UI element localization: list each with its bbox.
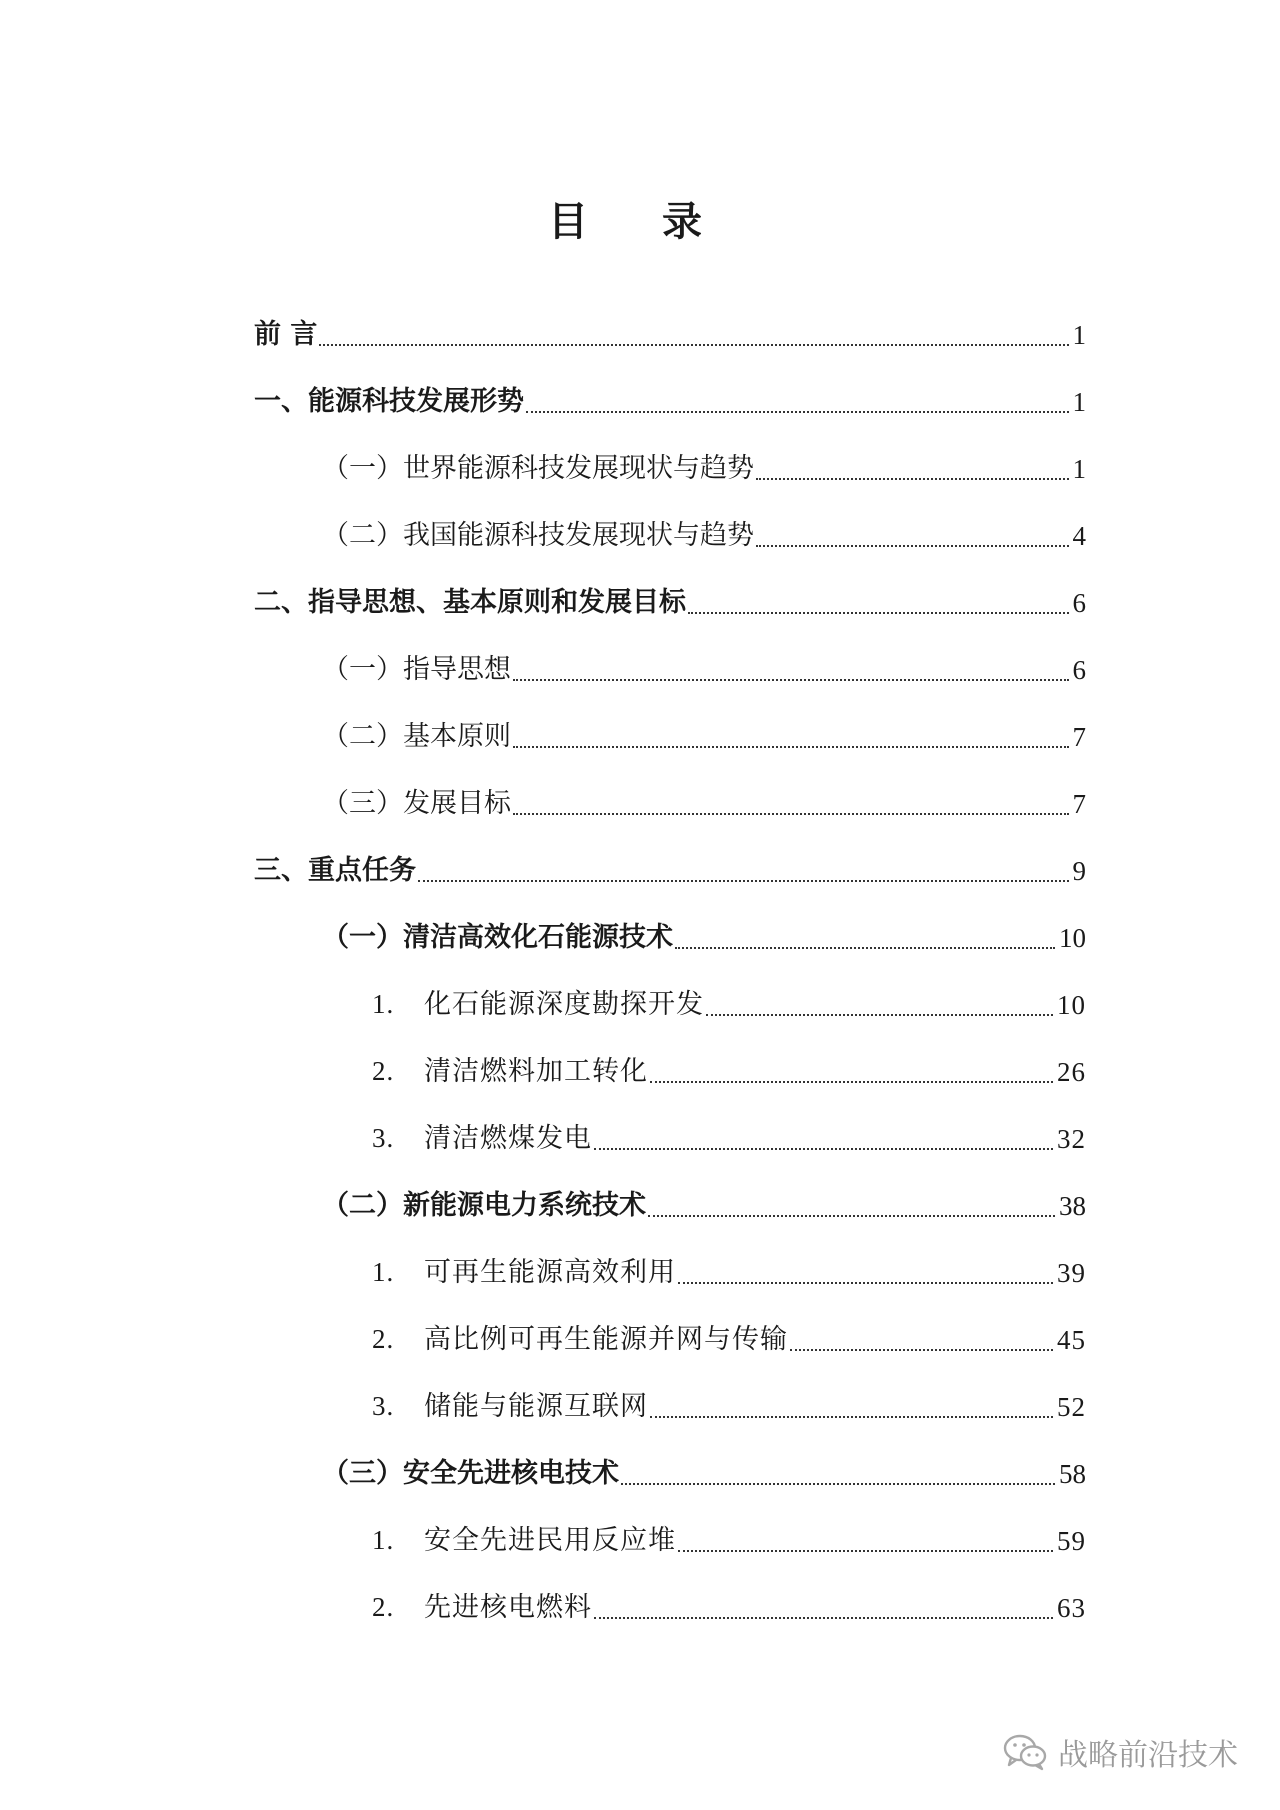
toc-entry-page: 7 (1072, 789, 1086, 819)
toc-entry-label (372, 1252, 676, 1293)
dot-leader (650, 1081, 1053, 1083)
toc-entry-number: 1. (372, 1525, 395, 1555)
toc-entry-page: 10 (1059, 923, 1086, 953)
toc-entry-page: 52 (1057, 1392, 1086, 1422)
toc-entry[interactable] (372, 1119, 1086, 1159)
toc-entry[interactable] (372, 1521, 1086, 1561)
toc-entry-label (372, 1118, 592, 1159)
page-title: 目 录 (548, 199, 732, 245)
toc-entry-page: 32 (1057, 1124, 1086, 1154)
toc-entry[interactable] (322, 516, 1086, 556)
toc-entry[interactable] (322, 1186, 1086, 1226)
dot-leader (594, 1617, 1053, 1619)
toc-entry[interactable] (322, 1454, 1086, 1494)
toc-entry[interactable] (254, 851, 1086, 891)
toc-entry-label: （二）我国能源科技发展现状与趋势 (322, 520, 754, 551)
toc-entry-label: （三）安全先进核电技术 (322, 1458, 619, 1489)
toc-entry-number: 3. (372, 1391, 395, 1421)
toc-entry-page: 7 (1072, 722, 1086, 752)
toc-entry-text: 清洁燃料加工转化 (424, 1056, 648, 1087)
toc-entry-text: 先进核电燃料 (424, 1592, 592, 1623)
dot-leader (513, 813, 1069, 815)
toc-entry-page: 1 (1072, 320, 1086, 350)
toc-entry-label: （二）基本原则 (322, 721, 511, 752)
toc-entry[interactable] (372, 985, 1086, 1025)
toc-entry[interactable] (254, 583, 1086, 623)
dot-leader (513, 746, 1069, 748)
toc-entry-number: 2. (372, 1324, 395, 1354)
dot-leader (678, 1282, 1053, 1284)
toc-entry-text: 储能与能源互联网 (424, 1391, 648, 1422)
toc-entry[interactable] (254, 315, 1086, 355)
toc-entry-label (372, 1386, 648, 1427)
toc-entry-number: 2. (372, 1592, 395, 1622)
dot-leader (706, 1014, 1053, 1016)
toc-entry[interactable] (372, 1320, 1086, 1360)
toc-entry-page: 58 (1059, 1459, 1086, 1489)
dot-leader (526, 411, 1069, 413)
toc-entry[interactable] (372, 1588, 1086, 1628)
toc-entry-page: 26 (1057, 1057, 1086, 1087)
toc-entry-page: 45 (1057, 1325, 1086, 1355)
toc-entry-label: （二）新能源电力系统技术 (322, 1190, 646, 1221)
toc-entry-label (372, 1520, 676, 1561)
toc-entry-label (372, 1587, 592, 1628)
toc-entry-page: 6 (1072, 655, 1086, 685)
dot-leader (648, 1215, 1055, 1217)
toc-entry[interactable] (372, 1387, 1086, 1427)
toc-entry-text: 安全先进民用反应堆 (424, 1525, 676, 1556)
toc-entry-page: 1 (1072, 454, 1086, 484)
dot-leader (756, 545, 1069, 547)
dot-leader (513, 679, 1069, 681)
toc-entry-page: 39 (1057, 1258, 1086, 1288)
toc-entry-number: 1. (372, 1257, 395, 1287)
toc-entry[interactable] (322, 650, 1086, 690)
toc-entry-label: 三、重点任务 (254, 855, 416, 886)
toc-entry-number: 2. (372, 1056, 395, 1086)
toc-entry-number: 1. (372, 989, 395, 1019)
dot-leader (790, 1349, 1053, 1351)
toc-entry[interactable] (322, 449, 1086, 489)
toc-entry-page: 6 (1072, 588, 1086, 618)
watermark-text: 战略前沿技术 (1058, 1738, 1238, 1773)
toc-entry-page: 4 (1072, 521, 1086, 551)
toc-entry-label (372, 1051, 648, 1092)
toc-entry-page: 1 (1072, 387, 1086, 417)
dot-leader (621, 1483, 1055, 1485)
toc-entry[interactable] (322, 918, 1086, 958)
toc-entry-label (372, 1319, 788, 1360)
watermark (1002, 1730, 1238, 1774)
toc-entry-label: 前 言 (254, 319, 318, 350)
toc-entry-label: （一）世界能源科技发展现状与趋势 (322, 453, 754, 484)
dot-leader (688, 612, 1069, 614)
toc-entry-label: （一）指导思想 (322, 654, 511, 685)
toc-entry[interactable] (254, 382, 1086, 422)
toc-entry-page: 63 (1057, 1593, 1086, 1623)
dot-leader (756, 478, 1069, 480)
toc-entry-text: 高比例可再生能源并网与传输 (424, 1324, 788, 1355)
toc-entry-label: 二、指导思想、基本原则和发展目标 (254, 587, 686, 618)
toc-entry-page: 10 (1057, 990, 1086, 1020)
toc-entry[interactable] (322, 717, 1086, 757)
toc-entry-text: 清洁燃煤发电 (424, 1123, 592, 1154)
toc-entry-label: （一）清洁高效化石能源技术 (322, 922, 673, 953)
dot-leader (418, 880, 1069, 882)
toc-entry-label: 一、能源科技发展形势 (254, 386, 524, 417)
toc-entry-page: 59 (1057, 1526, 1086, 1556)
toc-entry[interactable] (372, 1052, 1086, 1092)
wechat-icon (1002, 1732, 1048, 1772)
dot-leader (650, 1416, 1053, 1418)
toc-entry-label: （三）发展目标 (322, 788, 511, 819)
toc-entry-text: 化石能源深度勘探开发 (424, 989, 704, 1020)
toc-entry-page: 38 (1059, 1191, 1086, 1221)
toc-entry-label (372, 984, 704, 1025)
toc-entry[interactable] (322, 784, 1086, 824)
dot-leader (319, 344, 1068, 346)
toc-entry-page: 9 (1072, 856, 1086, 886)
toc-entry[interactable] (372, 1253, 1086, 1293)
dot-leader (675, 947, 1055, 949)
dot-leader (678, 1550, 1053, 1552)
toc-entry-text: 可再生能源高效利用 (424, 1257, 676, 1288)
dot-leader (594, 1148, 1053, 1150)
toc-entry-number: 3. (372, 1123, 395, 1153)
